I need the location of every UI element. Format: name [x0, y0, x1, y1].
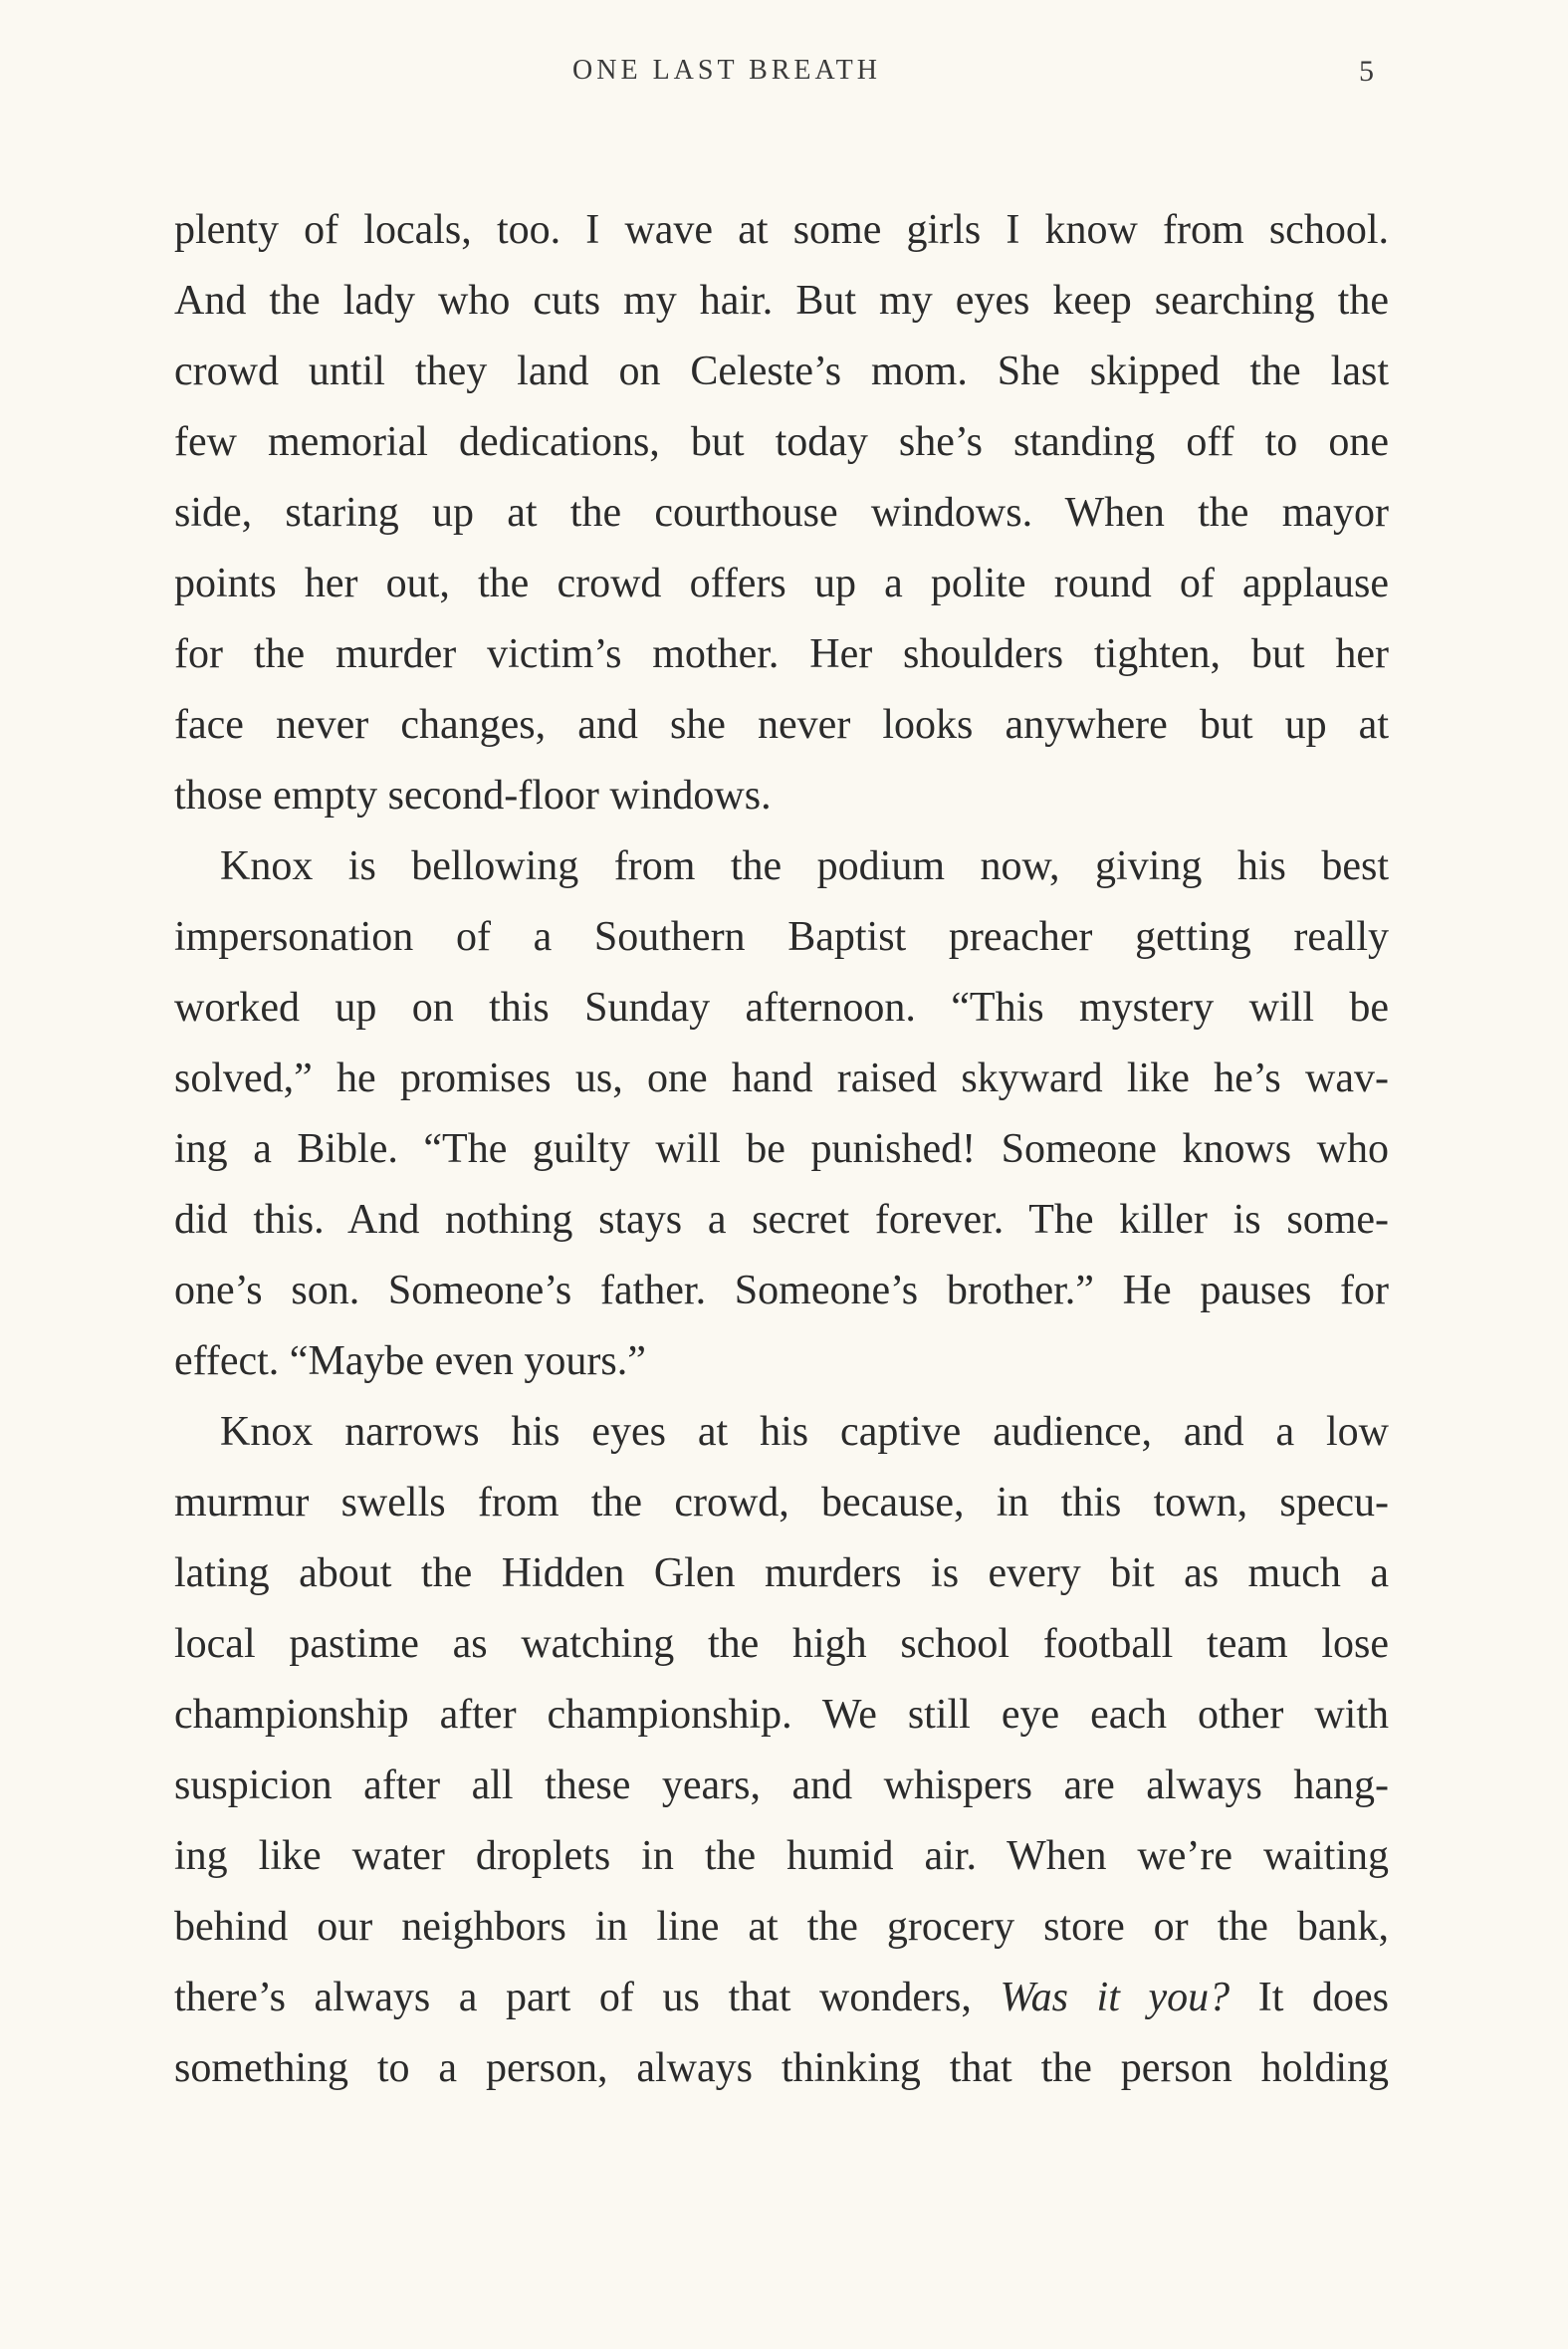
text-line-5: side, staring up at the courthouse windows. When the mayor [174, 490, 1389, 536]
text-line-2: And the lady who cuts my hair. But my eyes keep searching the [174, 278, 1389, 324]
text-line-24: ing like water droplets in the humid air. When we’re waiting [174, 1833, 1389, 1879]
text-line-7: for the murder victim’s mother. Her shoulders tighten, but her [174, 631, 1389, 677]
book-title-header: ONE LAST BREATH [572, 55, 881, 86]
text-line-13: solved,” he promises us, one hand raised skyward like he’s wav- [174, 1056, 1389, 1101]
body-text [174, 195, 1389, 2104]
text-line-4: few memorial dedications, but today she’s standing off to one [174, 419, 1389, 465]
text-line-6: points her out, the crowd offers up a polite round of applause [174, 561, 1389, 606]
text-line-3: crowd until they land on Celeste’s mom. She skipped the last [174, 349, 1389, 394]
text-line-17: effect. “Maybe even yours.” [174, 1338, 646, 1384]
text-line-23: suspicion after all these years, and whispers are always hang- [174, 1762, 1389, 1808]
text-line-26 [174, 1963, 1389, 2033]
text-line-26-before: there’s always a part of us that wonders, [174, 1975, 972, 2020]
text-line-22: championship after championship. We still eye each other with [174, 1692, 1389, 1738]
text-line-18: Knox narrows his eyes at his captive audience, and a low [220, 1409, 1389, 1455]
text-line-15: did this. And nothing stays a secret forever. The killer is some- [174, 1197, 1389, 1243]
text-line-10: Knox is bellowing from the podium now, giving his best [220, 843, 1389, 889]
text-line-12: worked up on this Sunday afternoon. “This mystery will be [174, 985, 1389, 1031]
text-line-16: one’s son. Someone’s father. Someone’s brother.” He pauses for [174, 1268, 1389, 1313]
italic-question: Was it you? [1000, 1975, 1231, 2020]
text-line-14: ing a Bible. “The guilty will be punished! Someone knows who [174, 1126, 1389, 1172]
text-line-8: face never changes, and she never looks anywhere but up at [174, 702, 1389, 748]
text-line-9: those empty second-floor windows. [174, 773, 772, 819]
text-line-26-after: It does [1257, 1975, 1389, 2020]
text-line-1: plenty of locals, too. I wave at some girls I know from school. [174, 207, 1389, 253]
text-line-20: lating about the Hidden Glen murders is every bit as much a [174, 1550, 1389, 1596]
page-number: 5 [1359, 55, 1374, 88]
text-line-19: murmur swells from the crowd, because, in this town, specu- [174, 1480, 1389, 1526]
text-line-25: behind our neighbors in line at the grocery store or the bank, [174, 1904, 1389, 1950]
text-line-21: local pastime as watching the high school football team lose [174, 1621, 1389, 1667]
running-head [0, 55, 1568, 95]
text-line-11: impersonation of a Southern Baptist preacher getting really [174, 914, 1389, 960]
text-line-27: something to a person, always thinking that the person holding [174, 2045, 1389, 2091]
